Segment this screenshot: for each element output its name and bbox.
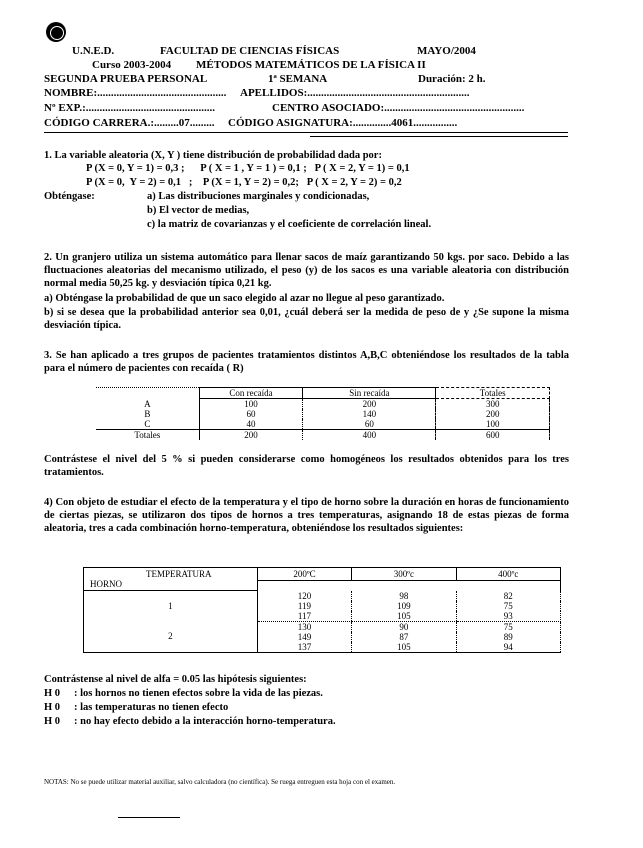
exam-notes: NOTAS: No se puede utilizar material auxiliar, salvo calculadora (no científica). Se ruega entreguen esta hoja con el examen. xyxy=(44,778,396,786)
table-row xyxy=(96,399,550,410)
q1-intro: 1. La variable aleatoria (X, Y ) tiene distribución de probabilidad dada por: xyxy=(44,150,382,161)
q3-header-con: Con recaída xyxy=(199,388,303,399)
q4-temp-300: 300ºc xyxy=(352,568,456,581)
codigo-asignatura: CÓDIGO ASIGNATURA:..............4061................ xyxy=(228,117,458,129)
table-header-row xyxy=(84,568,561,581)
q4-hyp-1-symbol: H 0 xyxy=(44,688,61,699)
table-row xyxy=(96,419,550,430)
table-cell: B xyxy=(144,409,151,419)
q4-temp-200: 200ºC xyxy=(257,568,351,581)
table-cell: 117 xyxy=(257,611,351,622)
exam-title: SEGUNDA PRUEBA PERSONAL xyxy=(44,73,208,85)
q2-intro: 2. Un granjero utiliza un sistema automático para llenar sacos de maíz garantizando 50 kgs. por saco. Debido a las fluctuaciones aleatorias del mecanismo utilizado, el peso (y) de los sacos es una variable aleatoria con distribución normal media 50,25 kg. y desviación típica 0,21 kg. xyxy=(44,252,569,289)
q1-part-c: c) la matriz de covarianzas y el coeficiente de correlación lineal. xyxy=(147,219,432,230)
q3-intro: 3. Se han aplicado a tres grupos de pacientes tratamientos distintos A,B,C obteniéndose los resultados de la tabla para el número de pacientes con recaída ( R) xyxy=(44,350,569,374)
q1-obtain: Obténgase: xyxy=(44,191,95,202)
q3-header-sin: Sin recaída xyxy=(303,388,436,399)
footer-rule xyxy=(118,817,180,818)
q1-prob-line-1: P (X = 0, Y = 1) = 0,3 ; P ( X = 1 , Y = 1 ) = 0,1 ; P ( X = 2, Y = 1) = 0,1 xyxy=(86,163,410,174)
table-cell: 130 xyxy=(297,621,312,632)
codigo-carrera: CÓDIGO CARRERA.:.........07......... xyxy=(44,117,215,129)
q1-part-b: b) El vector de medias, xyxy=(147,205,250,216)
table-cell: 119 xyxy=(297,600,312,611)
q1-prob-line-2: P (X = 0, Y = 2) = 0,1 ; P (X = 1, Y = 2) = 0,2; P ( X = 2, Y = 2) = 0,2 xyxy=(86,177,402,188)
uned-seal-icon xyxy=(46,22,66,42)
q4-corner-temperatura: TEMPERATURA xyxy=(146,569,212,579)
q4-corner-horno: HORNO xyxy=(90,579,123,589)
table-cell: 200 xyxy=(303,399,436,410)
table-cell: 149 xyxy=(297,631,312,642)
table-cell: 400 xyxy=(303,430,436,441)
table-cell: 60 xyxy=(303,419,436,430)
table-spacer xyxy=(257,580,560,590)
table-cell: 60 xyxy=(199,409,303,419)
table-cell: 137 xyxy=(257,642,351,653)
faculty: FACULTAD DE CIENCIAS FÍSICAS xyxy=(160,45,340,57)
header-divider-short xyxy=(310,136,568,137)
table-cell: 87 xyxy=(352,632,456,642)
table-row xyxy=(84,621,561,632)
table-cell: 93 xyxy=(456,611,560,622)
table-cell: Totales xyxy=(96,430,199,441)
exp-field: Nº EXP.:............................................... xyxy=(44,102,215,114)
table-cell: 200 xyxy=(436,409,550,419)
table-cell: A xyxy=(144,398,151,409)
q4-hyp-2: : las temperaturas no tienen efecto xyxy=(74,702,229,713)
q4-temp-400: 400ºc xyxy=(456,568,560,581)
course-year: Curso 2003-2004 xyxy=(92,59,172,71)
table-cell: 98 xyxy=(352,591,456,601)
q2-part-a: a) Obténgase la probabilidad de que un saco elegido al azar no llegue al peso garantizado. xyxy=(44,293,445,304)
nombre-field: NOMBRE:............................................... xyxy=(44,87,227,99)
institution: U.N.E.D. xyxy=(72,45,115,57)
table-cell: 120 xyxy=(297,590,312,601)
table-cell: C xyxy=(144,419,151,429)
q4-intro: 4) Con objeto de estudiar el efecto de la temperatura y el tipo de horno sobre la duración en horas de funcionamiento de ciertas piezas, se utilizaron dos tipos de hornos a tres temperaturas, asignando 18 de estas piezas de forma aleatoria, tres a cada combinación horno-temperatura, obteniéndose los resultados siguientes: xyxy=(44,497,569,534)
table-row xyxy=(84,591,561,601)
table-cell: 140 xyxy=(303,409,436,419)
q4-hyp-3-symbol: H 0 xyxy=(44,716,61,727)
table-cell: 100 xyxy=(436,419,550,430)
apellidos-field: APELLIDOS:........................................................... xyxy=(240,87,470,99)
q3-table xyxy=(96,387,550,440)
q4-hyp-1: : los hornos no tienen efectos sobre la vida de las piezas. xyxy=(74,688,323,699)
table-cell: 75 xyxy=(456,621,560,632)
table-cell: 89 xyxy=(456,632,560,642)
table-cell: 105 xyxy=(352,611,456,622)
table-cell: 82 xyxy=(456,591,560,601)
table-cell: 600 xyxy=(436,430,550,441)
duration: Duración: 2 h. xyxy=(418,73,486,85)
table-cell: 94 xyxy=(456,642,560,653)
exam-date: MAYO/2004 xyxy=(417,45,476,57)
table-cell: 75 xyxy=(456,601,560,611)
table-row xyxy=(96,409,550,419)
table-cell: 200 xyxy=(199,430,303,441)
header-divider xyxy=(44,132,568,133)
q2-part-b: b) si se desea que la probabilidad anterior sea 0,01, ¿cuál deberá ser la medida de peso de y ¿Se supone la misma desviación típica. xyxy=(44,307,569,331)
table-cell: 105 xyxy=(352,642,456,653)
q4-oven-1: 1 xyxy=(84,591,258,622)
table-cell: 100 xyxy=(199,399,303,410)
table-cell: 109 xyxy=(352,601,456,611)
q4-hyp-3: : no hay efecto debido a la interacción horno-temperatura. xyxy=(74,716,336,727)
table-cell: 40 xyxy=(199,419,303,430)
table-header-row xyxy=(96,388,550,399)
q4-corner-cell xyxy=(84,568,258,591)
q4-contrast: Contrástense al nivel de alfa = 0.05 las hipótesis siguientes: xyxy=(44,674,307,685)
q4-table xyxy=(83,567,561,653)
table-row xyxy=(96,430,550,441)
q4-oven-2: 2 xyxy=(84,621,258,652)
q4-hyp-2-symbol: H 0 xyxy=(44,702,61,713)
subject-title: MÉTODOS MATEMÁTICOS DE LA FÍSICA II xyxy=(196,59,426,71)
q3-question: Contrástese el nivel del 5 % si pueden considerarse como homogéneos los resultados obtenidos para los tres tratamientos. xyxy=(44,454,569,478)
table-cell: 90 xyxy=(352,621,456,632)
week: 1ª SEMANA xyxy=(268,73,328,85)
centro-field: CENTRO ASOCIADO:................................................... xyxy=(272,102,525,114)
q3-header-blank xyxy=(96,388,199,399)
q1-part-a: a) Las distribuciones marginales y condicionadas, xyxy=(147,191,370,202)
table-cell: 300 xyxy=(436,399,550,410)
q3-header-totales: Totales xyxy=(436,388,550,399)
